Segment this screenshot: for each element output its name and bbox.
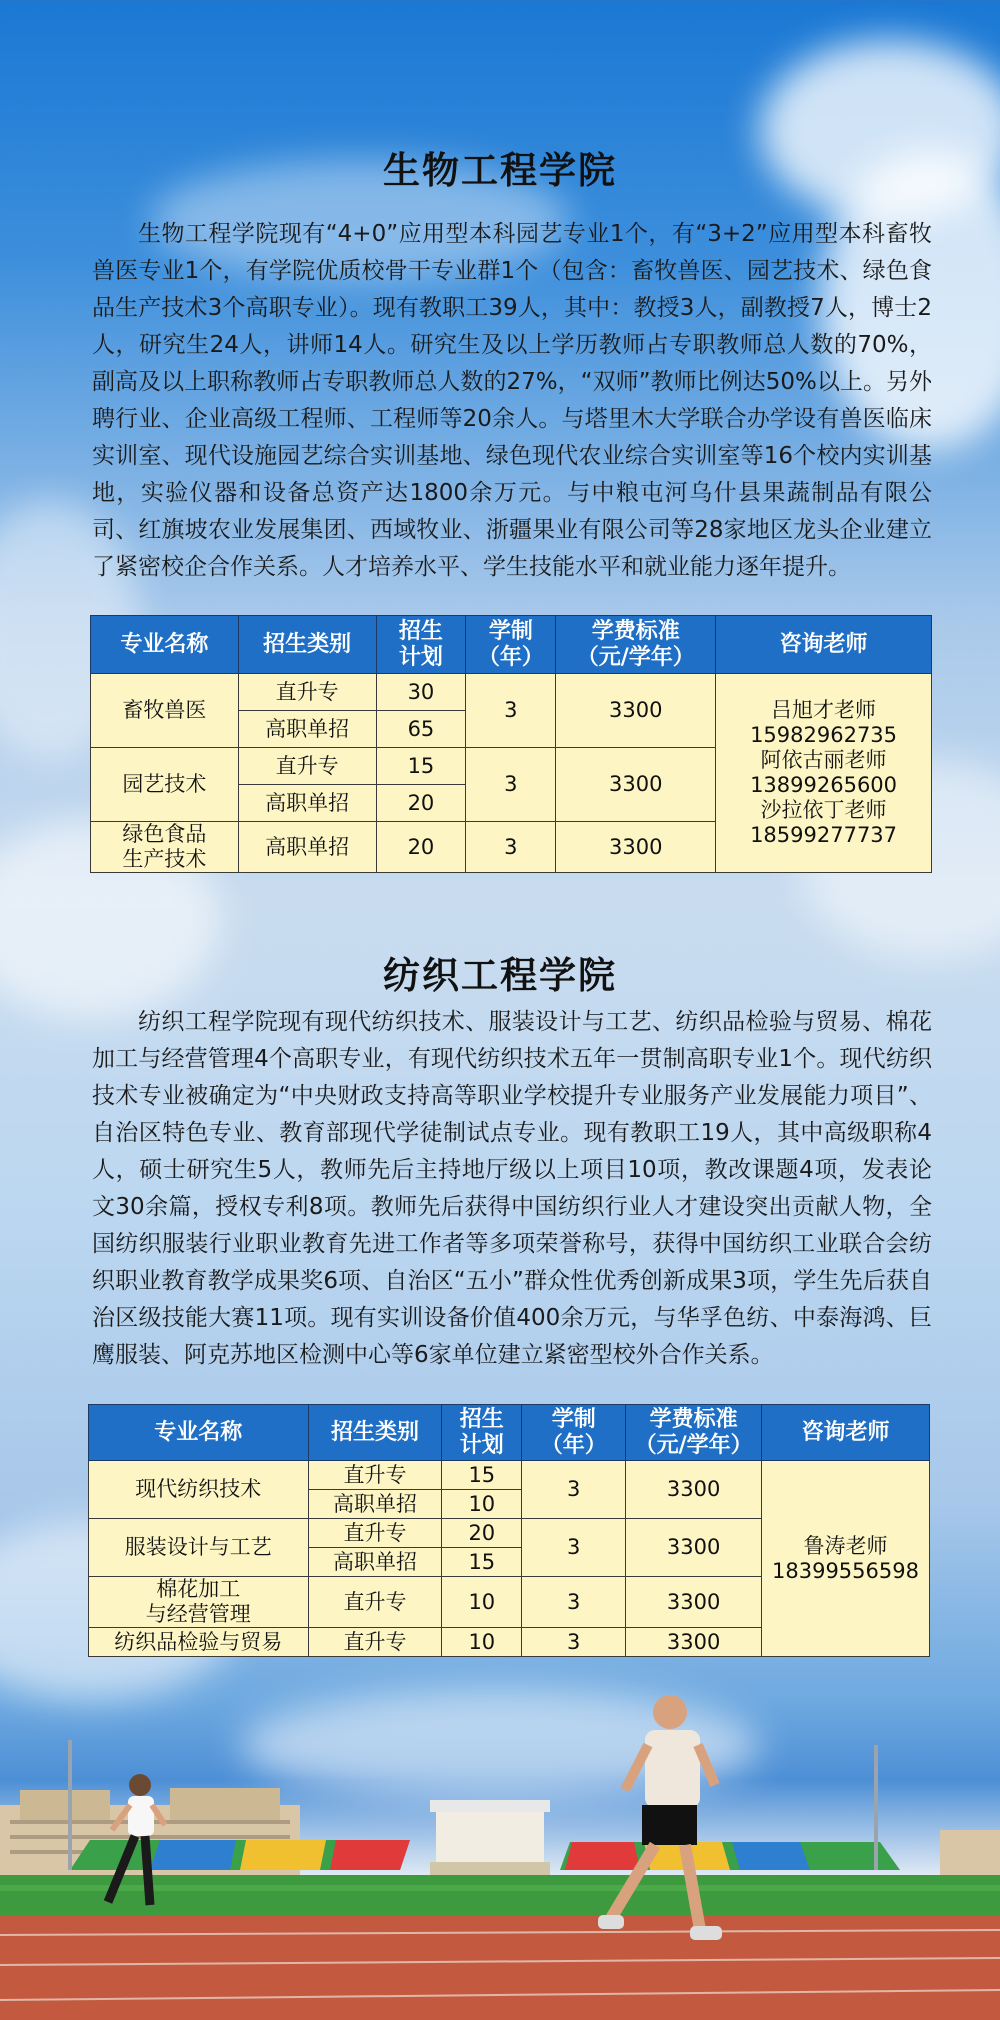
major-name: 棉花加工 与经营管理	[89, 1577, 309, 1628]
study-years: 3	[522, 1461, 626, 1519]
tuition-fee: 3300	[626, 1519, 762, 1577]
textile-paragraph: 纺织工程学院现有现代纺织技术、服装设计与工艺、纺织品检验与贸易、棉花加工与经营管理4个高职专业，有现代纺织技术五年一贯制高职专业1个。现代纺织技术专业被确定为“中央财政支持高等职业学校提升专业服务产业发展能力项目”、自治区特色专业、教育部现代学徒制试点专业。现有教职工19人，其中高级职称4人，硕士研究生5人，教师先后主持地厅级以上项目10项，教改课题4项，发表论文30余篇，授权专利8项。教师先后获得中国纺织行业人才建设突出贡献人物，全国纺织服装行业职业教育先进工作者等多项荣誉称号，获得中国纺织工业联合会纺织职业教育教学成果奖6项、自治区“五小”群众性优秀创新成果3项，学生先后获自治区级技能大赛11项。现有实训设备价值400余万元，与华孚色纺、中泰海鸿、巨鹰服装、阿克苏地区检测中心等6家单位建立紧密型校外合作关系。	[92, 1009, 932, 1368]
column-header: 学制 （年）	[522, 1405, 626, 1461]
major-name: 畜牧兽医	[91, 674, 239, 748]
table-header-row	[89, 1405, 930, 1461]
column-header: 专业名称	[91, 616, 239, 674]
enrollment-plan: 10	[442, 1577, 522, 1628]
study-years: 3	[466, 674, 556, 748]
biology-description	[92, 216, 932, 586]
admission-type: 高职单招	[238, 711, 376, 748]
column-header: 咨询老师	[762, 1405, 930, 1461]
contact-teachers: 鲁涛老师 18399556598	[762, 1461, 930, 1657]
biology-title: 生物工程学院	[383, 149, 617, 192]
enrollment-plan: 15	[442, 1548, 522, 1577]
major-name: 现代纺织技术	[89, 1461, 309, 1519]
stadium-scene	[0, 1690, 1000, 2020]
enrollment-plan: 15	[376, 748, 466, 785]
study-years: 3	[522, 1628, 626, 1657]
biology-major-table	[90, 615, 932, 873]
tuition-fee: 3300	[556, 748, 716, 822]
column-header: 招生 计划	[442, 1405, 522, 1461]
study-years: 3	[466, 748, 556, 822]
tuition-fee: 3300	[626, 1577, 762, 1628]
enrollment-plan: 10	[442, 1490, 522, 1519]
textile-major-table	[88, 1404, 930, 1657]
enrollment-plan: 10	[442, 1628, 522, 1657]
tuition-fee: 3300	[626, 1461, 762, 1519]
table-header-row	[91, 616, 932, 674]
column-header: 学费标准 （元/学年）	[626, 1405, 762, 1461]
study-years: 3	[522, 1577, 626, 1628]
column-header: 专业名称	[89, 1405, 309, 1461]
biology-section	[0, 140, 1000, 194]
major-name: 绿色食品 生产技术	[91, 822, 239, 873]
column-header: 咨询老师	[716, 616, 932, 674]
admission-type: 高职单招	[238, 822, 376, 873]
major-name: 服装设计与工艺	[89, 1519, 309, 1577]
enrollment-plan: 20	[376, 785, 466, 822]
major-name: 园艺技术	[91, 748, 239, 822]
enrollment-plan: 30	[376, 674, 466, 711]
table-row	[89, 1461, 930, 1490]
enrollment-plan: 20	[376, 822, 466, 873]
enrollment-plan: 20	[442, 1519, 522, 1548]
admission-type: 直升专	[308, 1461, 442, 1490]
column-header: 学制 （年）	[466, 616, 556, 674]
enrollment-plan: 65	[376, 711, 466, 748]
contact-teachers: 吕旭才老师 15982962735 阿依古丽老师 13899265600 沙拉依丁老师 18599277737	[716, 674, 932, 873]
biology-paragraph: 生物工程学院现有“4+0”应用型本科园艺专业1个，有“3+2”应用型本科畜牧兽医专业1个，有学院优质校骨干专业群1个（包含：畜牧兽医、园艺技术、绿色食品生产技术3个高职专业）。现有教职工39人，其中：教授3人，副教授7人，博士2人，研究生24人，讲师14人。研究生及以上学历教师占专职教师总人数的70%，副高及以上职称教师占专职教师总人数的27%，“双师”教师比例达50%以上。另外聘行业、企业高级工程师、工程师等20余人。与塔里木大学联合办学设有兽医临床实训室、现代设施园艺综合实训基地、绿色现代农业综合实训室等16个校内实训基地，实验仪器和设备总资产达1800余万元。与中粮屯河乌什县果蔬制品有限公司、红旗坡农业发展集团、西域牧业、浙疆果业有限公司等28家地区龙头企业建立了紧密校企合作关系。人才培养水平、学生技能水平和就业能力逐年提升。	[92, 221, 932, 580]
study-years: 3	[466, 822, 556, 873]
textile-section	[0, 945, 1000, 999]
tuition-fee: 3300	[556, 822, 716, 873]
textile-title: 纺织工程学院	[383, 954, 617, 997]
admission-type: 直升专	[308, 1628, 442, 1657]
study-years: 3	[522, 1519, 626, 1577]
admission-type: 直升专	[238, 748, 376, 785]
tuition-fee: 3300	[556, 674, 716, 748]
admission-type: 直升专	[308, 1577, 442, 1628]
major-name: 纺织品检验与贸易	[89, 1628, 309, 1657]
stadium-illustration	[0, 1690, 1000, 2020]
admission-type: 直升专	[238, 674, 376, 711]
column-header: 招生类别	[308, 1405, 442, 1461]
admission-type: 高职单招	[308, 1548, 442, 1577]
admission-type: 直升专	[308, 1519, 442, 1548]
textile-description	[92, 1004, 932, 1374]
column-header: 学费标准 （元/学年）	[556, 616, 716, 674]
admission-type: 高职单招	[238, 785, 376, 822]
column-header: 招生类别	[238, 616, 376, 674]
column-header: 招生 计划	[376, 616, 466, 674]
admission-type: 高职单招	[308, 1490, 442, 1519]
table-row	[91, 674, 932, 711]
tuition-fee: 3300	[626, 1628, 762, 1657]
enrollment-plan: 15	[442, 1461, 522, 1490]
